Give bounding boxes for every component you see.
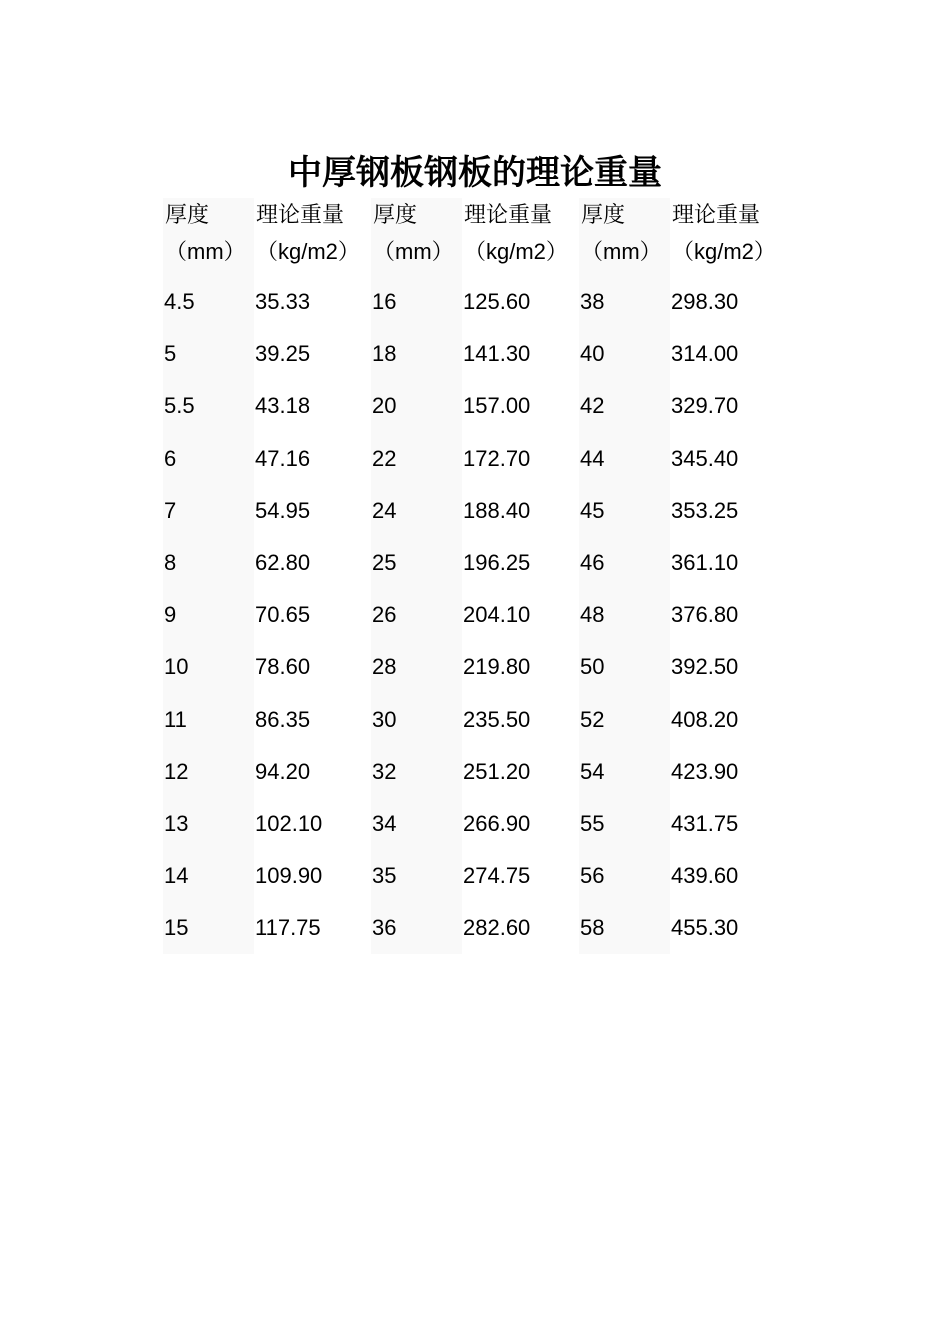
table-cell: 39.25 [255,341,311,367]
table-cell: 4.5 [164,289,195,314]
table-cell: 266.90 [463,810,531,836]
table-row [163,906,783,958]
table-cell: 5 [164,341,177,367]
table-cell: 48 [580,602,605,628]
table-cell: 62.80 [255,549,311,575]
table-cell: 8 [164,549,177,575]
table-cell: 47.16 [255,445,311,471]
table-cell: 329.70 [671,393,739,419]
table-cell: 125.60 [463,289,531,314]
table-cell: 7 [164,497,177,523]
table-cell: 102.10 [255,810,323,836]
table-cell: 274.75 [463,863,531,889]
table-cell: 14 [164,863,189,889]
table-row [163,541,783,593]
table-cell: 219.80 [463,654,531,680]
table-cell: 11 [164,706,187,732]
table-cell: 94.20 [255,758,311,784]
table-row [163,593,783,645]
table-cell: 13 [164,810,189,836]
table-cell: 54.95 [255,497,311,523]
table-cell: 353.25 [671,497,739,523]
table-cell: 50 [580,654,605,680]
table-cell: 58 [580,915,605,941]
table-cell: 52 [580,706,605,732]
table-cell: 9 [164,602,177,628]
table-cell: 6 [164,445,177,471]
table-cell: 235.50 [463,706,531,732]
table-cell: 22 [372,445,397,471]
table-cell: 45 [580,497,605,523]
table-row [163,437,783,489]
table-cell: 157.00 [463,393,531,419]
table-cell: 345.40 [671,445,739,471]
table-row [163,384,783,436]
table-cell: 26 [372,602,397,628]
table-cell: 172.70 [463,445,531,471]
table-cell: 55 [580,810,605,836]
table-cell: 117.75 [255,915,321,941]
table-cell: 298.30 [671,289,739,314]
table-cell: 34 [372,810,397,836]
header-weight-1: 理论重量 （kg/m2） [256,203,360,264]
table-cell: 423.90 [671,758,739,784]
table-cell: 54 [580,758,605,784]
table-cell: 40 [580,341,605,367]
table-cell: 196.25 [463,549,531,575]
table-cell: 392.50 [671,654,739,680]
table-cell: 46 [580,549,605,575]
table-cell: 314.00 [671,341,739,367]
table-cell: 141.30 [463,341,531,367]
table-cell: 35 [372,863,397,889]
table-cell: 30 [372,706,397,732]
table-cell: 32 [372,758,397,784]
table-row [163,802,783,854]
table-cell: 361.10 [671,549,739,575]
header-thickness-3: 厚度 （mm） [581,203,662,264]
table-row [163,280,783,332]
table-row [163,750,783,802]
table-body [163,280,783,958]
table-cell: 251.20 [463,758,531,784]
table-cell: 431.75 [671,810,739,836]
table-cell: 12 [164,758,189,784]
table-cell: 5.5 [164,393,195,419]
table-cell: 28 [372,654,397,680]
table-row [163,489,783,541]
table-cell: 282.60 [463,915,531,941]
header-thickness-1: 厚度 （mm） [165,203,246,264]
table-cell: 204.10 [463,602,531,628]
table-row [163,854,783,906]
table-cell: 20 [372,393,397,419]
table-row [163,698,783,750]
table-row [163,645,783,697]
table-cell: 15 [164,915,189,941]
table-cell: 36 [372,915,397,941]
table-header-row [163,198,783,280]
table-row [163,332,783,384]
table-cell: 18 [372,341,397,367]
table-cell: 439.60 [671,863,739,889]
header-weight-3: 理论重量 （kg/m2） [672,203,776,264]
table-cell: 455.30 [671,915,739,941]
table-cell: 408.20 [671,706,739,732]
table-cell: 35.33 [255,289,311,314]
table-cell: 38 [580,289,605,314]
table-cell: 109.90 [255,863,323,889]
table-cell: 78.60 [255,654,311,680]
weight-table [163,198,783,958]
table-cell: 44 [580,445,605,471]
header-weight-2: 理论重量 （kg/m2） [464,203,568,264]
table-cell: 56 [580,863,605,889]
table-cell: 16 [372,289,397,314]
table-cell: 86.35 [255,706,311,732]
table-cell: 42 [580,393,605,419]
table-cell: 10 [164,654,189,680]
table-cell: 376.80 [671,602,739,628]
header-thickness-2: 厚度 （mm） [373,203,454,264]
table-cell: 188.40 [463,497,531,523]
table-cell: 25 [372,549,397,575]
table-cell: 24 [372,497,397,523]
page-title: 中厚钢板钢板的理论重量 [288,152,662,193]
weight-table-container [163,198,783,958]
table-cell: 70.65 [255,602,311,628]
table-cell: 43.18 [255,393,311,419]
